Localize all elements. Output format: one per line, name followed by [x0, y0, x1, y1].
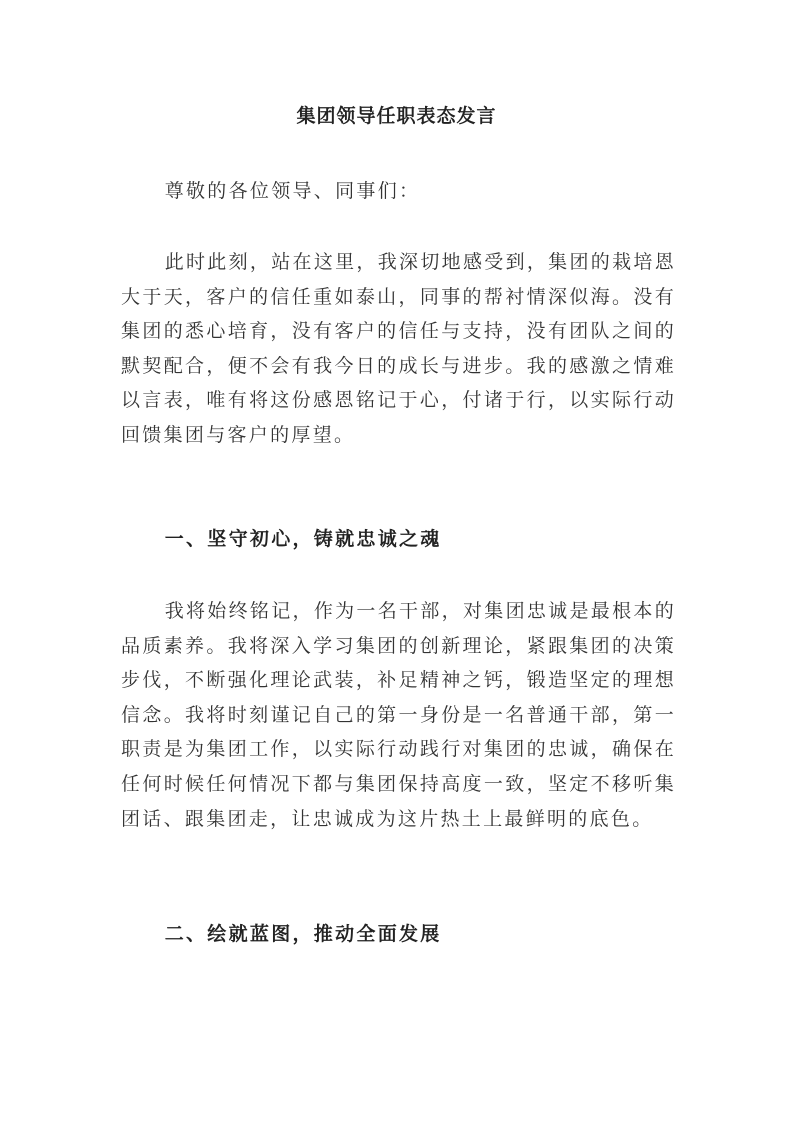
paragraph-gratitude: 此时此刻，站在这里，我深切地感受到，集团的栽培恩大于天，客户的信任重如泰山，同事的帮衬情深似海。没有集团的悉心培育，没有客户的信任与支持，没有团队之间的默契配合，便不会有我今日的成长与进步。我的感激之情难以言表，唯有将这份感恩铭记于心，付诸于行，以实际行动回馈集团与客户的厚望。: [121, 251, 676, 446]
salutation: 尊敬的各位领导、同事们：: [164, 180, 421, 202]
page-title: 集团领导任职表态发言: [296, 105, 497, 127]
section-heading-1: 一、坚守初心，铸就忠诚之魂: [164, 528, 442, 550]
section-heading-2: 二、绘就蓝图，推动全面发展: [164, 923, 442, 945]
paragraph-loyalty: 我将始终铭记，作为一名干部，对集团忠诚是最根本的品质素养。我将深入学习集团的创新理论，紧跟集团的决策步伐，不断强化理论武装，补足精神之钙，锻造坚定的理想信念。我将时刻谨记自己的第一身份是一名普通干部，第一职责是为集团工作，以实际行动践行对集团的忠诚，确保在任何时候任何情况下都与集团保持高度一致，坚定不移听集团话、跟集团走，让忠诚成为这片热土上最鲜明的底色。: [121, 600, 676, 830]
